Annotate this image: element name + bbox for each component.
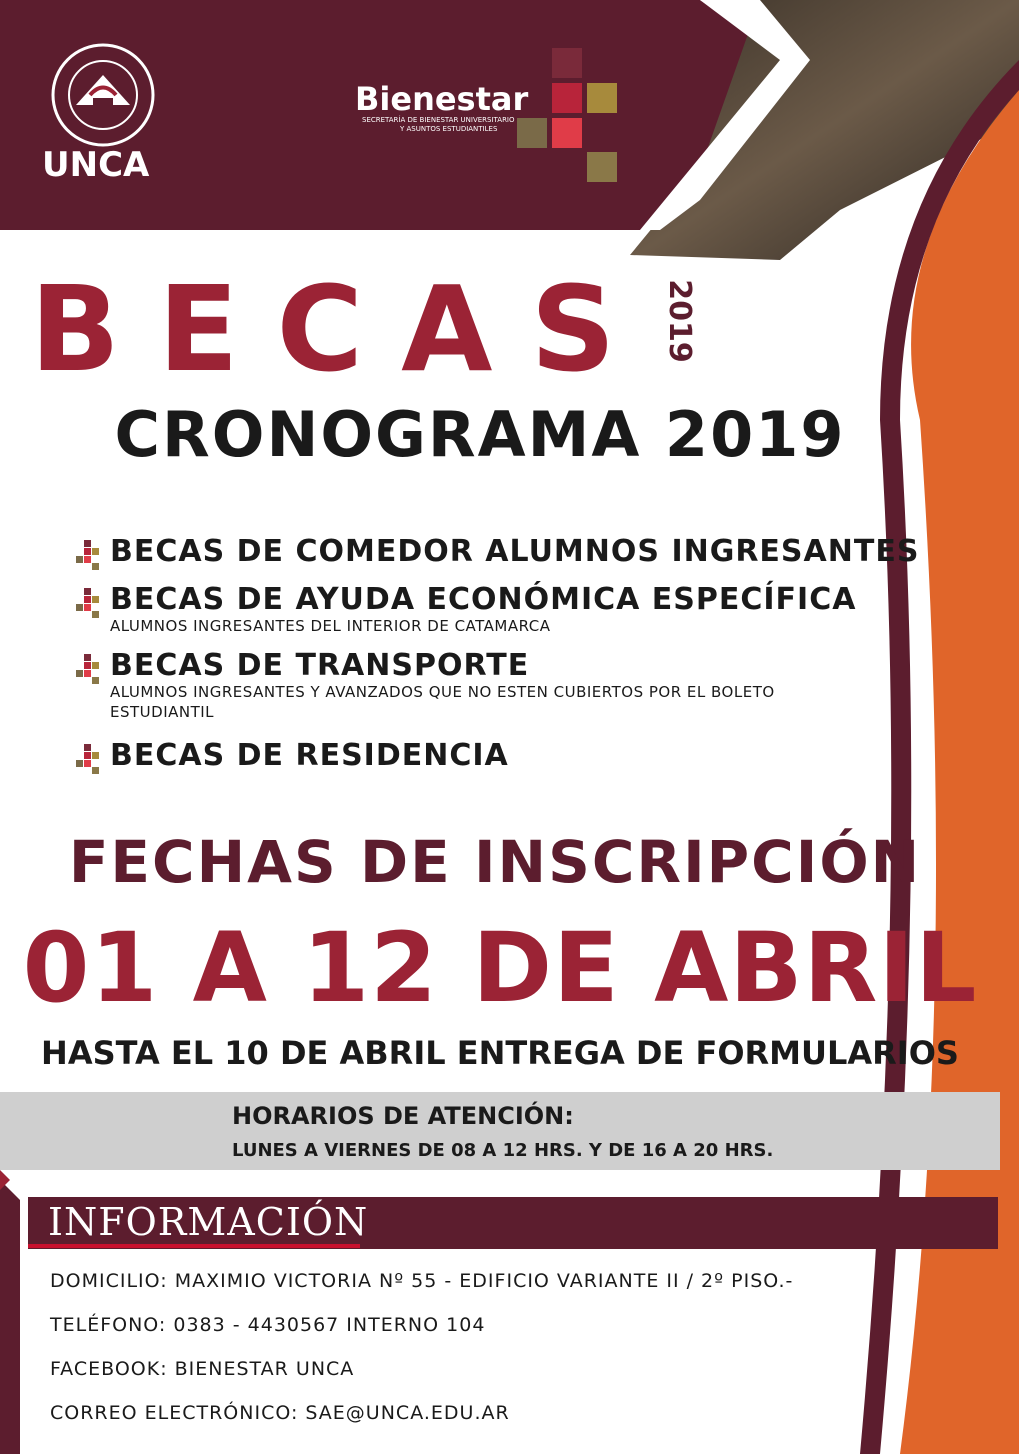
- list-item-title: BECAS DE RESIDENCIA: [110, 738, 509, 773]
- list-item-title: BECAS DE TRANSPORTE: [110, 648, 530, 683]
- unca-abbr: UNCA: [42, 145, 150, 185]
- horarios-text: LUNES A VIERNES DE 08 A 12 HRS. Y DE 16 A 20 HRS.: [232, 1140, 774, 1161]
- bienestar-subtitle-2: Y ASUNTOS ESTUDIANTILES: [400, 125, 498, 133]
- list-item: [76, 532, 956, 580]
- plus-squares-icon: [76, 744, 100, 774]
- info-title: INFORMACIÓN: [48, 1200, 369, 1244]
- list-item-title: BECAS DE COMEDOR ALUMNOS INGRESANTES: [110, 534, 920, 569]
- unca-seal: [48, 40, 158, 150]
- list-item-subtitle: ALUMNOS INGRESANTES Y AVANZADOS QUE NO ESTEN CUBIERTOS POR EL BOLETO ESTUDIANTIL: [110, 683, 775, 721]
- contact-telefono: TELÉFONO: 0383 - 4430567 INTERNO 104: [50, 1314, 486, 1336]
- plus-squares-icon: [76, 654, 100, 684]
- list-item: [76, 580, 956, 646]
- becas-year: [640, 276, 720, 366]
- plus-squares-icon: [76, 540, 100, 570]
- deadline-text: HASTA EL 10 DE ABRIL ENTREGA DE FORMULARIOS: [41, 1034, 959, 1072]
- cronograma-title: CRONOGRAMA 2019: [114, 398, 846, 471]
- unca-seal-icon: [48, 40, 158, 150]
- becas-year-text: 2019: [662, 279, 697, 363]
- list-item: [76, 736, 956, 784]
- list-item-subtitle: ALUMNOS INGRESANTES DEL INTERIOR DE CATAMARCA: [110, 617, 551, 635]
- list-item-title: BECAS DE AYUDA ECONÓMICA ESPECÍFICA: [110, 582, 857, 617]
- list-item: [76, 646, 810, 736]
- bienestar-squares-icon: [517, 48, 617, 182]
- becas-title: BECAS: [30, 260, 654, 398]
- contact-domicilio: DOMICILIO: MAXIMIO VICTORIA Nº 55 - EDIFICIO VARIANTE II / 2º PISO.-: [50, 1270, 794, 1292]
- horarios-title: HORARIOS DE ATENCIÓN:: [232, 1102, 574, 1130]
- fechas-heading: FECHAS DE INSCRIPCIÓN: [68, 828, 922, 896]
- becas-list: [76, 532, 956, 784]
- contact-correo: CORREO ELECTRÓNICO: SAE@UNCA.EDU.AR: [50, 1402, 510, 1424]
- plus-squares-icon: [76, 588, 100, 618]
- fechas-dates: 01 A 12 DE ABRIL: [22, 912, 978, 1024]
- bienestar-brand: Bienestar: [355, 80, 529, 118]
- contact-facebook: FACEBOOK: BIENESTAR UNCA: [50, 1358, 355, 1380]
- bienestar-subtitle-1: SECRETARÍA DE BIENESTAR UNIVERSITARIO: [362, 116, 515, 124]
- info-underline: [28, 1244, 360, 1248]
